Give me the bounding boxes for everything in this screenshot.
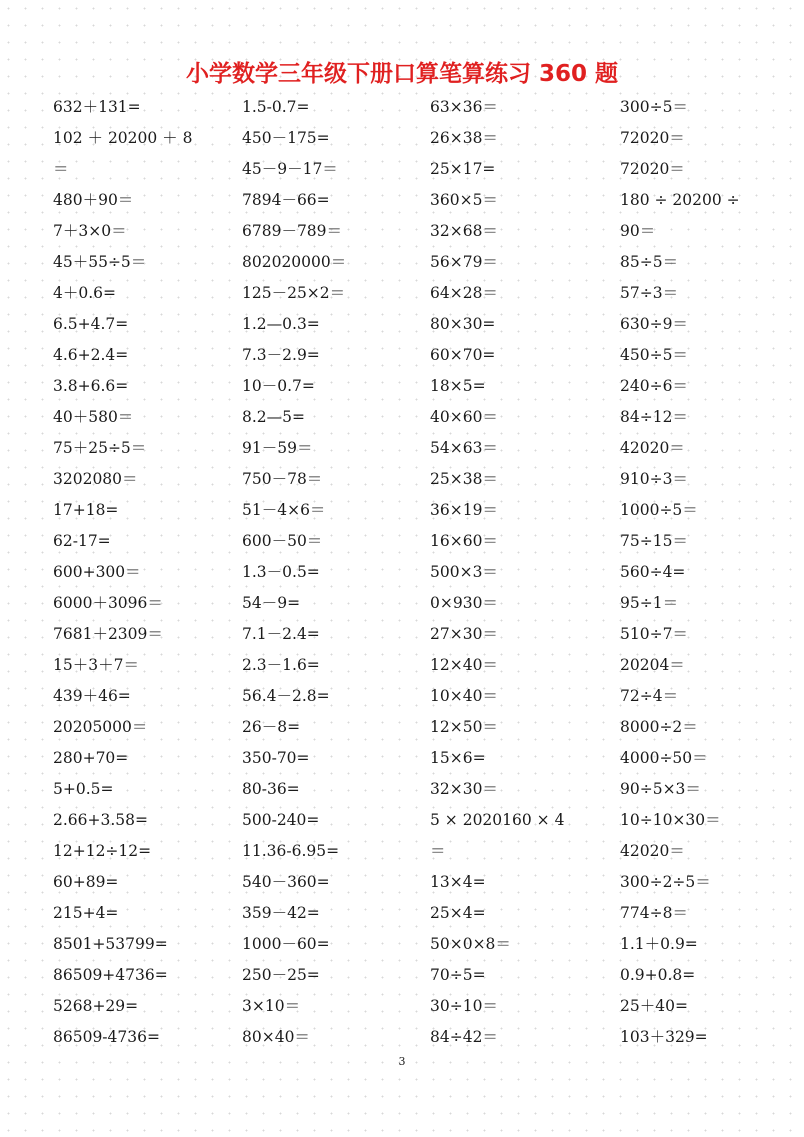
problem-item: 75＋25÷5＝ bbox=[53, 439, 147, 457]
page-number: 3 bbox=[398, 1055, 406, 1068]
problem-item: 7894－66= bbox=[242, 191, 330, 209]
problem-item: 90÷5×3＝ bbox=[620, 780, 701, 798]
problem-item: 600+300＝ bbox=[53, 563, 141, 581]
problem-column-3 bbox=[430, 92, 610, 1053]
problem-item: 600－50＝ bbox=[242, 532, 323, 550]
problem-item: 10÷10×30＝ bbox=[620, 811, 721, 829]
problem-item: 84÷42＝ bbox=[430, 1028, 498, 1046]
problem-item: 300÷2÷5＝ bbox=[620, 873, 711, 891]
problem-column-1 bbox=[53, 92, 233, 1053]
problem-item: 632＋131= bbox=[53, 98, 141, 116]
problem-item: ＝ bbox=[430, 842, 446, 860]
problem-item: 15×6= bbox=[430, 749, 486, 767]
problem-item: 25×17= bbox=[430, 160, 496, 178]
problem-item: 7＋3×0＝ bbox=[53, 222, 127, 240]
problem-item: 3.8+6.6= bbox=[53, 377, 129, 395]
problem-item: 300÷5＝ bbox=[620, 98, 688, 116]
problem-item: 32×30＝ bbox=[430, 780, 498, 798]
problem-item: 20204＝ bbox=[620, 656, 685, 674]
problem-item: 72020＝ bbox=[620, 160, 685, 178]
problem-item: 10－0.7= bbox=[242, 377, 315, 395]
problem-item: 500-240= bbox=[242, 811, 320, 829]
problem-item: 27×30＝ bbox=[430, 625, 498, 643]
problem-item: 42020＝ bbox=[620, 439, 685, 457]
problem-item: 480＋90＝ bbox=[53, 191, 134, 209]
problem-item: 240÷6＝ bbox=[620, 377, 688, 395]
problem-item: 7.3－2.9= bbox=[242, 346, 320, 364]
problem-item: 40＋580＝ bbox=[53, 408, 134, 426]
problem-item: 26×38＝ bbox=[430, 129, 498, 147]
problem-item: 63×36＝ bbox=[430, 98, 498, 116]
problem-item: 350-70= bbox=[242, 749, 310, 767]
problem-item: 70÷5= bbox=[430, 966, 486, 984]
problem-item: 62-17= bbox=[53, 532, 111, 550]
problem-item: 103＋329= bbox=[620, 1028, 708, 1046]
problem-item: 40×60＝ bbox=[430, 408, 498, 426]
problem-item: 1.5-0.7= bbox=[242, 98, 310, 116]
problem-item: 180 ÷ 20200 ÷ bbox=[620, 191, 740, 209]
problem-item: 450÷5＝ bbox=[620, 346, 688, 364]
problem-item: 26－8= bbox=[242, 718, 301, 736]
problem-item: 910÷3＝ bbox=[620, 470, 688, 488]
problem-item: 2.66+3.58= bbox=[53, 811, 148, 829]
problem-item: 630÷9＝ bbox=[620, 315, 688, 333]
problem-item: 85÷5＝ bbox=[620, 253, 679, 271]
problem-item: 86509-4736= bbox=[53, 1028, 160, 1046]
problem-item: 7.1－2.4= bbox=[242, 625, 320, 643]
problem-item: 51－4×6＝ bbox=[242, 501, 326, 519]
problem-column-2 bbox=[242, 92, 422, 1053]
problem-item: 4000÷50＝ bbox=[620, 749, 708, 767]
problem-item: 560÷4= bbox=[620, 563, 686, 581]
problem-item: 57÷3＝ bbox=[620, 284, 679, 302]
problem-item: 1000÷5＝ bbox=[620, 501, 698, 519]
problem-item: 84÷12＝ bbox=[620, 408, 688, 426]
problem-item: 86509+4736= bbox=[53, 966, 168, 984]
problem-item: 72÷4＝ bbox=[620, 687, 679, 705]
problem-item: 91－59＝ bbox=[242, 439, 313, 457]
problem-item: 60×70= bbox=[430, 346, 496, 364]
problem-item: 4＋0.6= bbox=[53, 284, 116, 302]
problem-item: 45－9－17＝ bbox=[242, 160, 338, 178]
problem-item: 774÷8＝ bbox=[620, 904, 688, 922]
problem-item: 1.3－0.5= bbox=[242, 563, 320, 581]
problem-item: 80×30= bbox=[430, 315, 496, 333]
problem-item: 11.36-6.95= bbox=[242, 842, 340, 860]
problem-item: 10×40＝ bbox=[430, 687, 498, 705]
problem-item: 0.9+0.8= bbox=[620, 966, 696, 984]
problem-item: 54×63＝ bbox=[430, 439, 498, 457]
problem-item: 510÷7＝ bbox=[620, 625, 688, 643]
problem-item: 25×4= bbox=[430, 904, 486, 922]
problem-item: 95÷1＝ bbox=[620, 594, 679, 612]
problem-item: 8000÷2＝ bbox=[620, 718, 698, 736]
problem-item: 42020＝ bbox=[620, 842, 685, 860]
problem-column-4 bbox=[620, 92, 800, 1053]
problem-item: 5+0.5= bbox=[53, 780, 114, 798]
problem-item: 25×38＝ bbox=[430, 470, 498, 488]
problem-item: 12×50＝ bbox=[430, 718, 498, 736]
problem-item: 5 × 2020160 × 4 bbox=[430, 811, 565, 829]
problem-item: ＝ bbox=[53, 160, 69, 178]
problem-item: 450－175= bbox=[242, 129, 330, 147]
problem-item: 17+18= bbox=[53, 501, 119, 519]
problem-item: 16×60＝ bbox=[430, 532, 498, 550]
problem-item: 8.2—5= bbox=[242, 408, 305, 426]
problem-item: 359－42= bbox=[242, 904, 320, 922]
problem-item: 3×10＝ bbox=[242, 997, 301, 1015]
problem-item: 215+4= bbox=[53, 904, 119, 922]
problem-item: 12+12÷12= bbox=[53, 842, 152, 860]
problem-item: 75÷15＝ bbox=[620, 532, 688, 550]
problem-item: 802020000＝ bbox=[242, 253, 347, 271]
problem-item: 102 ＋ 20200 ＋ 8 bbox=[53, 129, 193, 147]
problem-item: 2.3－1.6= bbox=[242, 656, 320, 674]
problem-item: 72020＝ bbox=[620, 129, 685, 147]
problem-item: 540－360= bbox=[242, 873, 330, 891]
problem-item: 25＋40= bbox=[620, 997, 688, 1015]
problem-item: 80×40＝ bbox=[242, 1028, 310, 1046]
problem-item: 20205000＝ bbox=[53, 718, 148, 736]
page-title: 小学数学三年级下册口算笔算练习 360 题 bbox=[185, 61, 619, 87]
problem-item: 5268+29= bbox=[53, 997, 139, 1015]
problem-item: 36×19＝ bbox=[430, 501, 498, 519]
problem-item: 1000－60= bbox=[242, 935, 330, 953]
problem-item: 500×3＝ bbox=[430, 563, 498, 581]
problem-item: 45＋55÷5＝ bbox=[53, 253, 147, 271]
problem-item: 60+89= bbox=[53, 873, 119, 891]
problem-item: 1.2—0.3= bbox=[242, 315, 320, 333]
problem-item: 6000＋3096＝ bbox=[53, 594, 163, 612]
problem-item: 750－78＝ bbox=[242, 470, 323, 488]
problem-item: 6.5+4.7= bbox=[53, 315, 129, 333]
problem-item: 54－9= bbox=[242, 594, 301, 612]
problem-item: 13×4= bbox=[430, 873, 486, 891]
problem-item: 250－25= bbox=[242, 966, 320, 984]
problem-item: 7681＋2309＝ bbox=[53, 625, 163, 643]
problem-item: 1.1＋0.9= bbox=[620, 935, 698, 953]
problem-item: 80-36= bbox=[242, 780, 300, 798]
problem-item: 15＋3＋7＝ bbox=[53, 656, 139, 674]
problem-item: 439＋46= bbox=[53, 687, 131, 705]
problem-item: 30÷10＝ bbox=[430, 997, 498, 1015]
problem-item: 280+70= bbox=[53, 749, 129, 767]
problem-item: 90＝ bbox=[620, 222, 656, 240]
problem-item: 12×40＝ bbox=[430, 656, 498, 674]
problem-item: 8501+53799= bbox=[53, 935, 168, 953]
problem-item: 125－25×2＝ bbox=[242, 284, 346, 302]
problem-item: 56×79＝ bbox=[430, 253, 498, 271]
problem-item: 0×930＝ bbox=[430, 594, 498, 612]
problem-item: 3202080＝ bbox=[53, 470, 138, 488]
problem-item: 64×28＝ bbox=[430, 284, 498, 302]
problem-item: 32×68＝ bbox=[430, 222, 498, 240]
problem-item: 6789－789＝ bbox=[242, 222, 343, 240]
problem-item: 4.6+2.4= bbox=[53, 346, 129, 364]
problem-item: 50×0×8＝ bbox=[430, 935, 511, 953]
problem-item: 18×5= bbox=[430, 377, 486, 395]
problem-item: 360×5＝ bbox=[430, 191, 498, 209]
problem-item: 56.4－2.8= bbox=[242, 687, 330, 705]
